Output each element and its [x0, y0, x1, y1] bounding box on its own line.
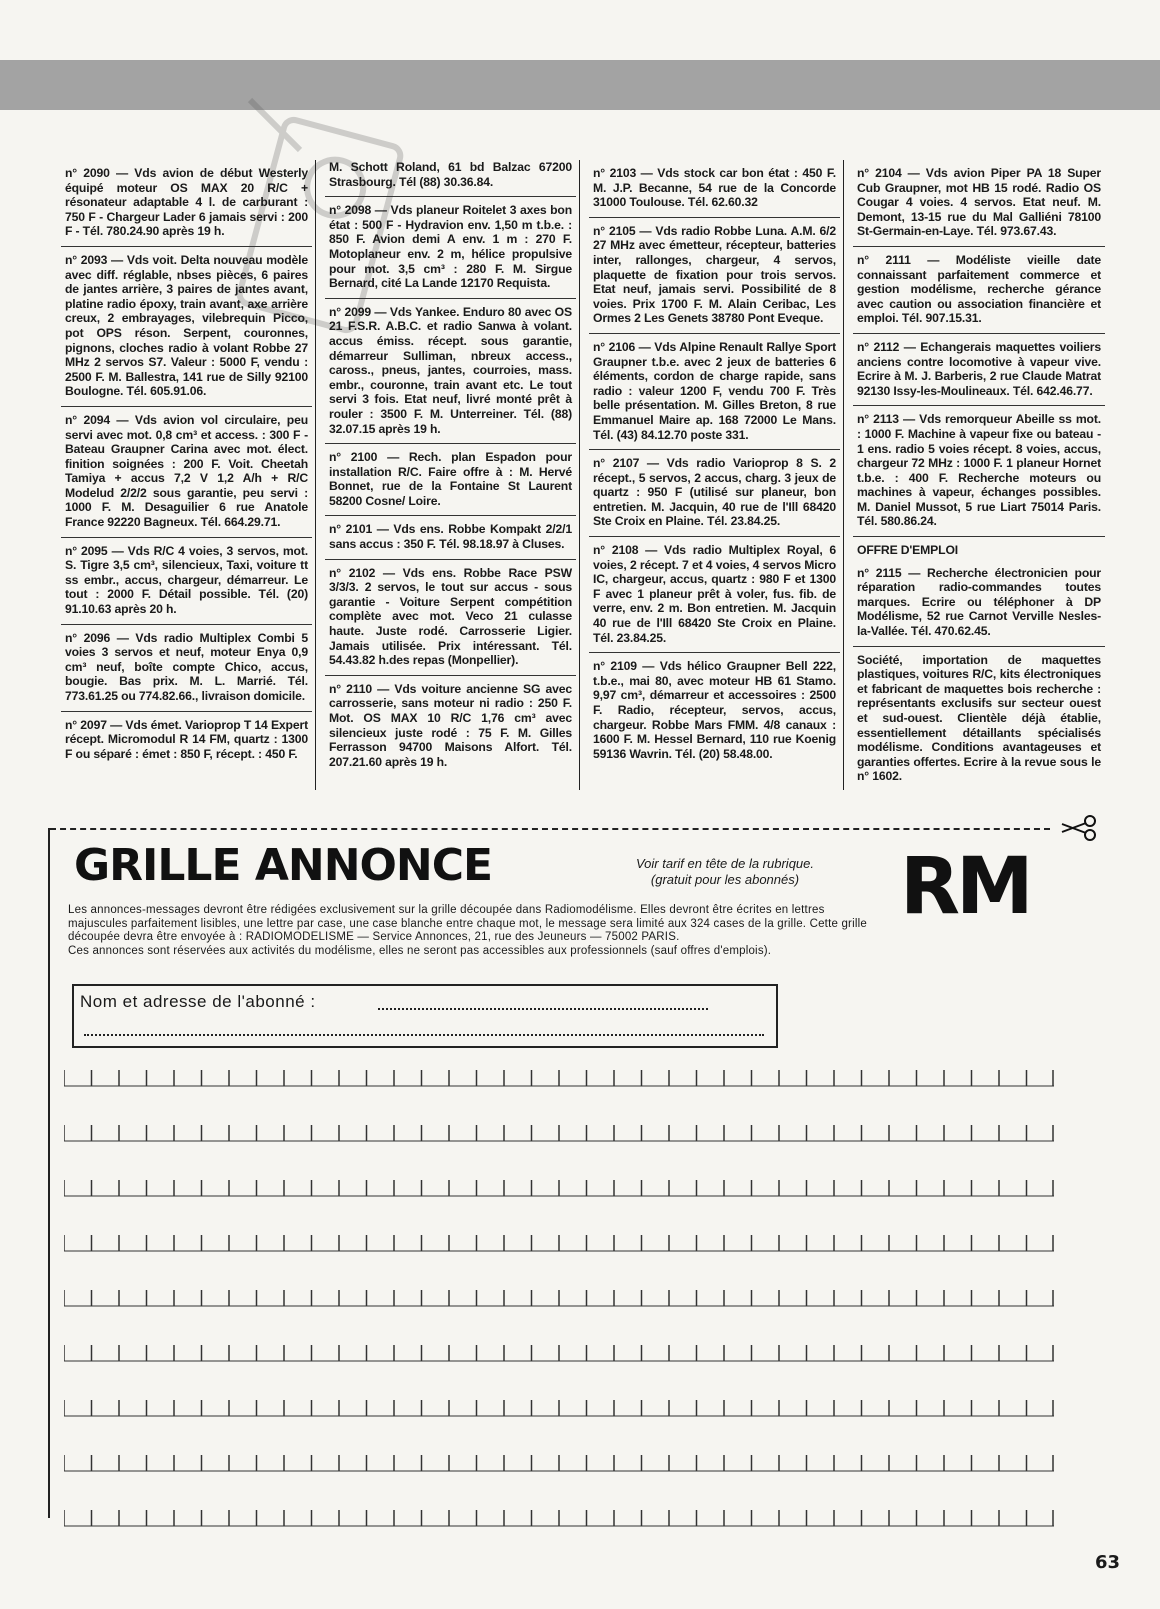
ad-entry: n° 2113 — Vds remorqueur Abeille ss mot. : 1000 F. Machine à vapeur fixe ou bateau - 1 ens. radio 5 voies récept. 8 voies, accus, chargeur 72 MHz : 1000 F. 1 planeur Hornet t.b.e. : 400 F. Recherche moteurs ou machines à vapeur, échanges possibles. M. Daniel Mussot, 5 rue Liart 75014 Paris. Tél. 580.86.24.: [853, 406, 1105, 537]
rm-logo: RM: [900, 842, 1030, 932]
ad-entry: n° 2102 — Vds ens. Robbe Race PSW 3/3/3. 2 servos, le tout sur accus - sous garantie - Voiture Serpent compétition complète avec mot. Veco 21 culasse haute. Juste rodé. Carrosserie Ligier. Jamais utilisée. Prix intéressant. Tél. 54.43.82 h.des repas (Monpellier).: [325, 560, 576, 676]
ad-entry: n° 2109 — Vds hélico Graupner Bell 222, t.b.e., mai 80, avec moteur HB 61 Stamo. 9,97 cm³, démarreur et accessoires : 2500 F. Radio, récepteur, servos, accus, chargeur. Robbe Mars FMM. 4/8 canaux : 1600 F. M. Hessel Bernard, 110 rue Koenig 59136 Wavrin. Tél. (20) 58.48.00.: [593, 659, 836, 761]
ads-column-1: [58, 160, 316, 790]
name-field-label: Nom et adresse de l'abonné :: [80, 992, 316, 1011]
grid-row[interactable]: [64, 1453, 1054, 1473]
pricing-note-line: (gratuit pour les abonnés): [650, 872, 800, 887]
ad-entry: n° 2098 — Vds planeur Roitelet 3 axes bon état : 500 F - Hydravion env. 1,50 m t.b.e. : 850 F. Avion demi A env. 1 m : 270 F. Motoplaneur env. 2 m, hélice propulsive pour mot. 3,5 cm³ : 280 F. M. Sirgue Bernard, cité La Lande 12170 Requista.: [325, 197, 576, 299]
letter-grid[interactable]: [64, 1068, 1054, 1508]
ad-entry: n° 2103 — Vds stock car bon état : 450 F. M. J.P. Becanne, 54 rue de la Concorde 31000 Toulouse. Tél. 62.60.32: [589, 160, 840, 218]
dotted-line: [84, 1034, 764, 1036]
ad-entry: n° 2099 — Vds Yankee. Enduro 80 avec OS 21 F.S.R. A.B.C. et radio Sanwa à volant. accus émiss. récept. sous garantie, démarreur Sulliman, nbreux access., caross., pneus, jantes, courroies, mass. embr., couronne, train avant etc. Le tout servi 3 fois. Etat neuf, livré monté prêt à rouler : 3500 F. M. Unterreiner. Tél. (88) 32.07.15 après 19 h.: [325, 299, 576, 444]
grid-row[interactable]: [64, 1123, 1054, 1143]
ads-column-2: [322, 160, 580, 790]
order-form: [48, 828, 1092, 1518]
ad-entry: n° 2106 — Vds Alpine Renault Rallye Sport Graupner t.b.e. avec 2 jeux de batteries 6 éléments, cordon de charge rapide, sans radio : valeur 1200 F, vendu 700 F. Très belle présentation. M. Gilles Breton, 8 rue Emmanuel Maire ap. 168 72000 Le Mans. Tél. (43) 84.12.70 poste 331.: [589, 334, 840, 450]
grid-row[interactable]: [64, 1398, 1054, 1418]
ad-entry: n° 2096 — Vds radio Multiplex Combi 5 voies 3 servos et neuf, moteur Enya 0,9 cm³ neuf, boîte compte Chico, accus, bougie. Bas prix. M. L. Marrié. Tél. 773.61.25 ou 774.82.66., livraison domicile.: [61, 625, 312, 712]
ad-entry: n° 2097 — Vds émet. Varioprop T 14 Expert récept. Micromodul R 14 FM, quartz : 1300 F ou séparé : émet : 850 F, récept. : 450 F.: [65, 717, 308, 761]
ad-entry: n° 2090 — Vds avion de début Westerly équipé moteur OS MAX 20 R/C + résonateur adaptable 4 l. de carburant : 750 F - Chargeur Lader 6 jamais servi : 200 F - Tél. 780.24.90 après 19 h.: [61, 160, 312, 247]
ad-entry: n° 2100 — Rech. plan Espadon pour installation R/C. Faire offre à : M. Hervé Bonnet, rue de la Fontaine St Laurent 58200 Cosne/ Loire.: [325, 444, 576, 516]
grid-row[interactable]: [64, 1178, 1054, 1198]
classified-ads: [58, 160, 1108, 790]
section-heading: OFFRE D'EMPLOI: [857, 543, 959, 558]
ad-entry: n° 2101 — Vds ens. Robbe Kompakt 2/2/1 sans accus : 350 F. Tél. 98.18.97 à Cluses.: [325, 516, 576, 559]
ad-entry: Société, importation de maquettes plastiques, voitures R/C, kits électroniques et fabricant de maquettes bois recherche : représentants exclusifs sur secteur ouest et sud-ouest. Clientèle déjà établie, essentiellement détaillants spécialisés modélisme. Conditions avantageuses et garanties offertes. Ecrire à la revue sous le n° 1602.: [857, 652, 1101, 784]
ad-entry: n° 2115 — Recherche électronicien pour réparation radio-commandes toutes marques. Ecrire ou téléphoner à DP Modélisme, 52 rue Carnot Verville Nesles-la-Vallée. Tél. 470.62.45.: [853, 560, 1105, 647]
grid-row[interactable]: [64, 1233, 1054, 1253]
ad-entry: n° 2095 — Vds R/C 4 voies, 3 servos, mot. S. Tigre 3,5 cm³, silencieux, Taxi, voiture tt ss embr., accus, chargeur, démarreur. Le tout : 2000 F. Détail possible. Tél. (20) 91.10.63 après 20 h.: [61, 538, 312, 625]
pricing-note: [580, 856, 870, 888]
form-instructions: [68, 904, 868, 958]
grid-row[interactable]: [64, 1343, 1054, 1363]
pricing-note-line: Voir tarif en tête de la rubrique.: [635, 856, 814, 871]
ads-column-3: [586, 160, 844, 790]
scissors-icon: [1060, 814, 1100, 842]
ad-entry: M. Schott Roland, 61 bd Balzac 67200 Strasbourg. Tél (88) 30.36.84.: [325, 160, 576, 197]
instructions-paragraph: Les annonces-messages devront être rédigées exclusivement sur la grille découpée dans Radiomodélisme. Elles devront être écrites en lettres majuscules parfaitement lisibles, une lettre par case, une case blanche entre chaque mot, le message sera limité aux 324 cases de la grille. Cette grille découpée devra être envoyée à : RADIOMODELISME — Service Annonces, 21, rue des Jeuneurs — 75002 PARIS.: [68, 904, 867, 943]
ad-entry: n° 2105 — Vds radio Robbe Luna. A.M. 6/2 27 MHz avec émetteur, récepteur, batteries inter, rallonges, chargeur, 4 servos, plaquette de fixation pour trois servos. Etat neuf, jamais servi. Possibilité de 8 voies. Prix 1700 F. M. Alain Ceribac, Les Ormes 2 Les Genets 38780 Pont Eveque.: [589, 218, 840, 334]
instructions-paragraph: Ces annonces sont réservées aux activités du modélisme, elles ne seront pas accessibles aux professionnels (sauf offres d'emplois).: [68, 944, 772, 957]
dotted-line: [378, 1008, 708, 1010]
grid-row[interactable]: [64, 1508, 1054, 1528]
header-band: [0, 60, 1160, 110]
grid-row[interactable]: [64, 1288, 1054, 1308]
ad-entry: n° 2104 — Vds avion Piper PA 18 Super Cub Graupner, mot HB 15 rodé. Radio OS Cougar 4 voies. 4 servos. Etat neuf. M. Demont, 13-15 rue du Mal Galliéni 78100 St-Germain-en-Laye. Tél. 973.67.43.: [853, 160, 1105, 247]
form-title: GRILLE ANNONCE: [74, 840, 493, 891]
cut-line: [50, 828, 1050, 830]
grid-row[interactable]: [64, 1068, 1054, 1088]
ad-entry: n° 2094 — Vds avion vol circulaire, peu servi avec mot. 0,8 cm³ et access. : 300 F - Bateau Graupner Carina avec mot. élect. finition soignées : 200 F. Voit. Cheetah Tamiya + accus 7,2 V 1,2 A/h + R/C Modelud 2/2/2 sous garantie, peu servi : 1000 F. M. Desaguilier 6 rue Anatole France 92220 Bagneux. Tél. 664.29.71.: [61, 407, 312, 538]
ad-entry: n° 2112 — Echangerais maquettes voiliers anciens contre locomotive à vapeur vive. Ecrire à M. J. Barberis, 2 rue Claude Matrat 92130 Issy-les-Moulineaux. Tél. 642.46.77.: [853, 334, 1105, 406]
subscriber-name-field[interactable]: [72, 984, 778, 1048]
ads-column-4: [850, 160, 1108, 790]
ad-entry: n° 2110 — Vds voiture ancienne SG avec carrosserie, sans moteur ni radio : 250 F. Mot. OS MAX 10 R/C 1,76 cm³ avec silencieux juste rodé : 75 F. M. Gilles Ferrasson 94700 Maisons Alfort. Tél. 207.21.60 après 19 h.: [329, 681, 572, 769]
ad-entry: n° 2111 — Modéliste vieille date connaissant parfaitement commerce et gestion modélisme, recherche gérance avec caution ou association financière et emploi. Tél. 907.15.31.: [853, 247, 1105, 334]
ad-entry: n° 2108 — Vds radio Multiplex Royal, 6 voies, 2 récept. 7 et 4 voies, 4 servos Micro IC, chargeur, accus, quartz : 980 F et 1300 F avec 1 planeur prêt à voler, fus. fib. de verre, env. 2 m. Bon entretien. M. Jacquin 40 rue de l'Ill 68420 Ste Croix en Plaine. Tél. 23.84.25.: [589, 537, 840, 653]
ad-entry: n° 2093 — Vds voit. Delta nouveau modèle avec diff. réglable, nbses pièces, 6 paires de jantes arrière, 3 paires de jantes avant, platine radio époxy, train avant, axe arrière creux, 2 embrayages, vilebrequin Picco, pot OPS réson. Serpent, couronnes, pignons, cloches radio à volant Robbe 27 MHz 2 servos S7. Valeur : 5000 F, vendu : 2500 F. M. Ballestra, 141 rue de Silly 92100 Boulogne. Tél. 605.91.06.: [61, 247, 312, 407]
page-number: 63: [1094, 1552, 1120, 1573]
ad-entry: n° 2107 — Vds radio Varioprop 8 S. 2 récept., 5 servos, 2 accus, charg. 3 jeux de quartz : 950 F (utilisé sur planeur, bon entretien. M. Jacquin, 40 rue de l'Ill 68420 Ste Croix en Plaine. Tél. 23.84.25.: [589, 450, 840, 537]
